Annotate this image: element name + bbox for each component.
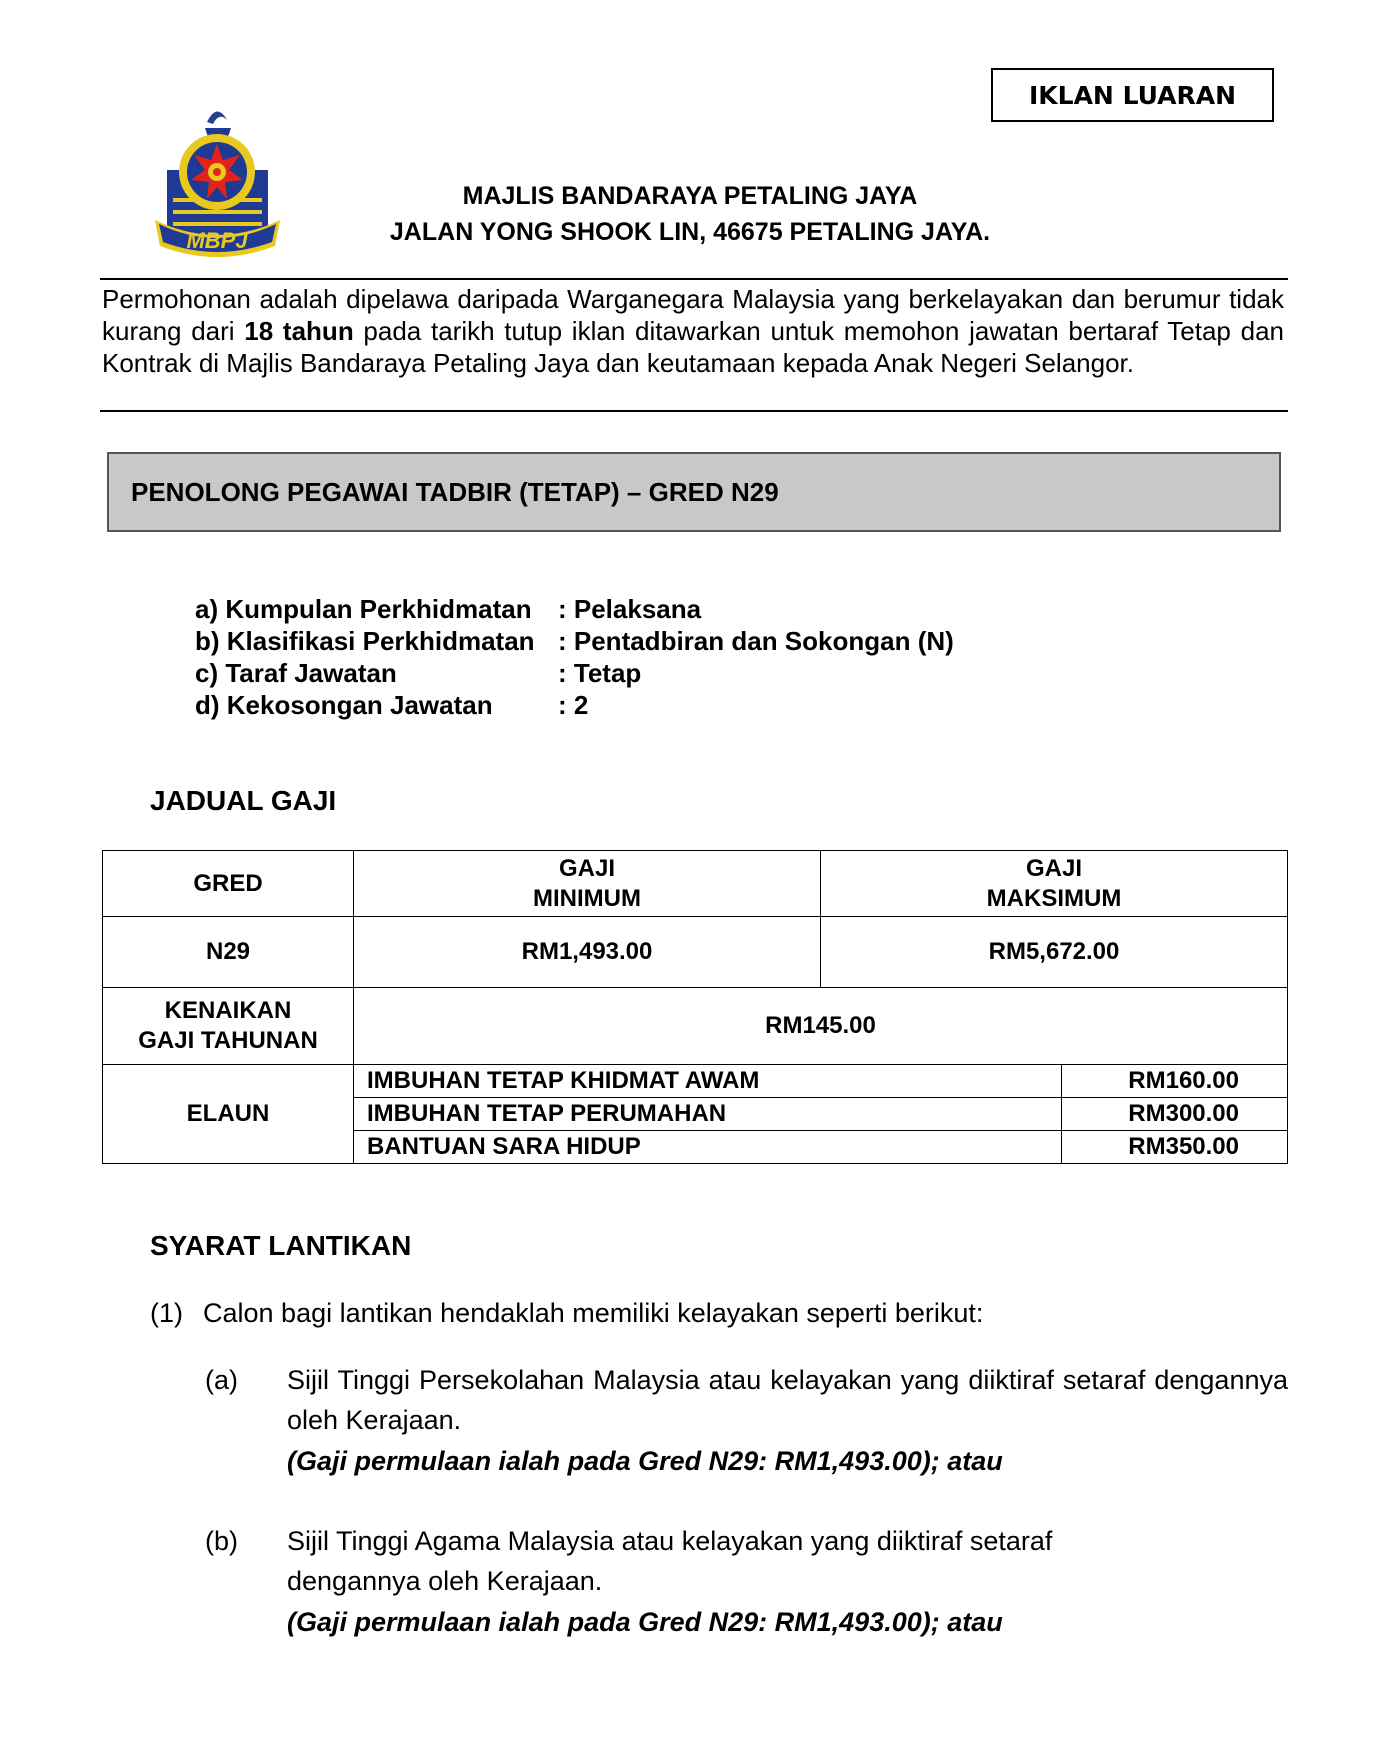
allowance-amount-cell (1061, 1097, 1288, 1131)
header-max-line1: GAJI (1025, 854, 1082, 882)
header-max-line2: MAKSIMUM (986, 884, 1122, 912)
sub-requirement-text: Sijil Tinggi Persekolahan Malaysia atau kelayakan yang diiktiraf setaraf dengannya oleh Kerajaan. (287, 1365, 1288, 1435)
increment-label-line2: GAJI TAHUNAN (138, 1027, 318, 1054)
header-min-line1: GAJI (558, 854, 615, 882)
sub-requirement-note: (Gaji permulaan ialah pada Gred N29: RM1,493.00); atau (287, 1446, 1003, 1476)
detail-label: b) Klasifikasi Perkhidmatan (195, 626, 535, 656)
detail-label: d) Kekosongan Jawatan (195, 690, 493, 720)
header-grade-text: GRED (193, 869, 263, 897)
allowance-label: ELAUN (186, 1100, 270, 1127)
intro-age: 18 tahun (244, 316, 354, 346)
salary-section-title: JADUAL GAJI (150, 785, 337, 816)
max-salary-cell (820, 916, 1288, 988)
increment-value-cell (353, 987, 1288, 1065)
header-max (820, 850, 1288, 917)
increment-label-cell (102, 987, 354, 1065)
allowance-amount-cell (1061, 1064, 1288, 1098)
allowance-amount: RM350.00 (1128, 1133, 1239, 1160)
allowance-name-cell (353, 1064, 1062, 1098)
post-title: PENOLONG PEGAWAI TADBIR (TETAP) – GRED N29 (131, 476, 779, 507)
allowance-amount-cell (1061, 1130, 1288, 1164)
organization-name: MAJLIS BANDARAYA PETALING JAYA (462, 182, 918, 210)
requirement-text: Calon bagi lantikan hendaklah memiliki kelayakan seperti berikut: (203, 1298, 984, 1328)
detail-value: : Pentadbiran dan Sokongan (N) (558, 626, 954, 656)
detail-value: : 2 (558, 690, 589, 720)
detail-value: : Pelaksana (558, 594, 702, 624)
header-grade (102, 850, 354, 917)
salary-table (102, 850, 1288, 1164)
mbpj-logo (155, 100, 280, 262)
min-salary-value: RM1,493.00 (521, 938, 653, 965)
intro-text-1: Permohonan adalah dipelawa daripada Warganegara Malaysia yang berkelayakan dan berumur tidak kurang dari (102, 284, 1284, 346)
requirements-section-title: SYARAT LANTIKAN (150, 1230, 412, 1261)
allowance-amount: RM160.00 (1128, 1067, 1239, 1094)
logo-text: MBPJ (186, 228, 248, 253)
increment-value: RM145.00 (765, 1012, 876, 1039)
sub-requirement-text: Sijil Tinggi Agama Malaysia atau kelayakan yang diiktiraf setaraf dengannya oleh Kerajaan. (287, 1526, 1053, 1596)
top-divider (100, 278, 1288, 280)
detail-label: c) Taraf Jawatan (195, 658, 397, 688)
intro-text-2: pada tarikh tutup iklan ditawarkan untuk memohon jawatan bertaraf Tetap dan Kontrak di Majlis Bandaraya Petaling Jaya dan keutamaan kepada Anak Negeri Selangor. (102, 316, 1284, 378)
bottom-divider (100, 410, 1288, 412)
header-min-line2: MINIMUM (533, 884, 641, 912)
allowance-label-cell (102, 1064, 354, 1164)
detail-value: : Tetap (558, 658, 642, 688)
max-salary-value: RM5,672.00 (988, 938, 1120, 965)
post-title-box (107, 452, 1281, 532)
allowance-name: BANTUAN SARA HIDUP (367, 1133, 641, 1160)
header-min (353, 850, 821, 917)
allowance-amount: RM300.00 (1128, 1100, 1239, 1127)
detail-label: a) Kumpulan Perkhidmatan (195, 594, 532, 624)
ad-type-badge: IKLAN LUARAN (991, 68, 1274, 122)
sub-requirement-label: (a) (205, 1365, 238, 1395)
allowance-name: IMBUHAN TETAP PERUMAHAN (367, 1100, 727, 1127)
min-salary-cell (353, 916, 821, 988)
grade-value: N29 (205, 938, 251, 965)
allowance-name-cell (353, 1097, 1062, 1131)
allowance-name-cell (353, 1130, 1062, 1164)
requirement-number: (1) (150, 1298, 183, 1328)
grade-cell (102, 916, 354, 988)
organization-address: JALAN YONG SHOOK LIN, 46675 PETALING JAYA. (389, 218, 991, 246)
increment-label-line1: KENAIKAN (164, 997, 292, 1024)
sub-requirement-label: (b) (205, 1526, 238, 1556)
sub-requirement-note: (Gaji permulaan ialah pada Gred N29: RM1,493.00); atau (287, 1607, 1003, 1637)
allowance-name: IMBUHAN TETAP KHIDMAT AWAM (367, 1067, 760, 1094)
intro-paragraph (102, 283, 1284, 379)
